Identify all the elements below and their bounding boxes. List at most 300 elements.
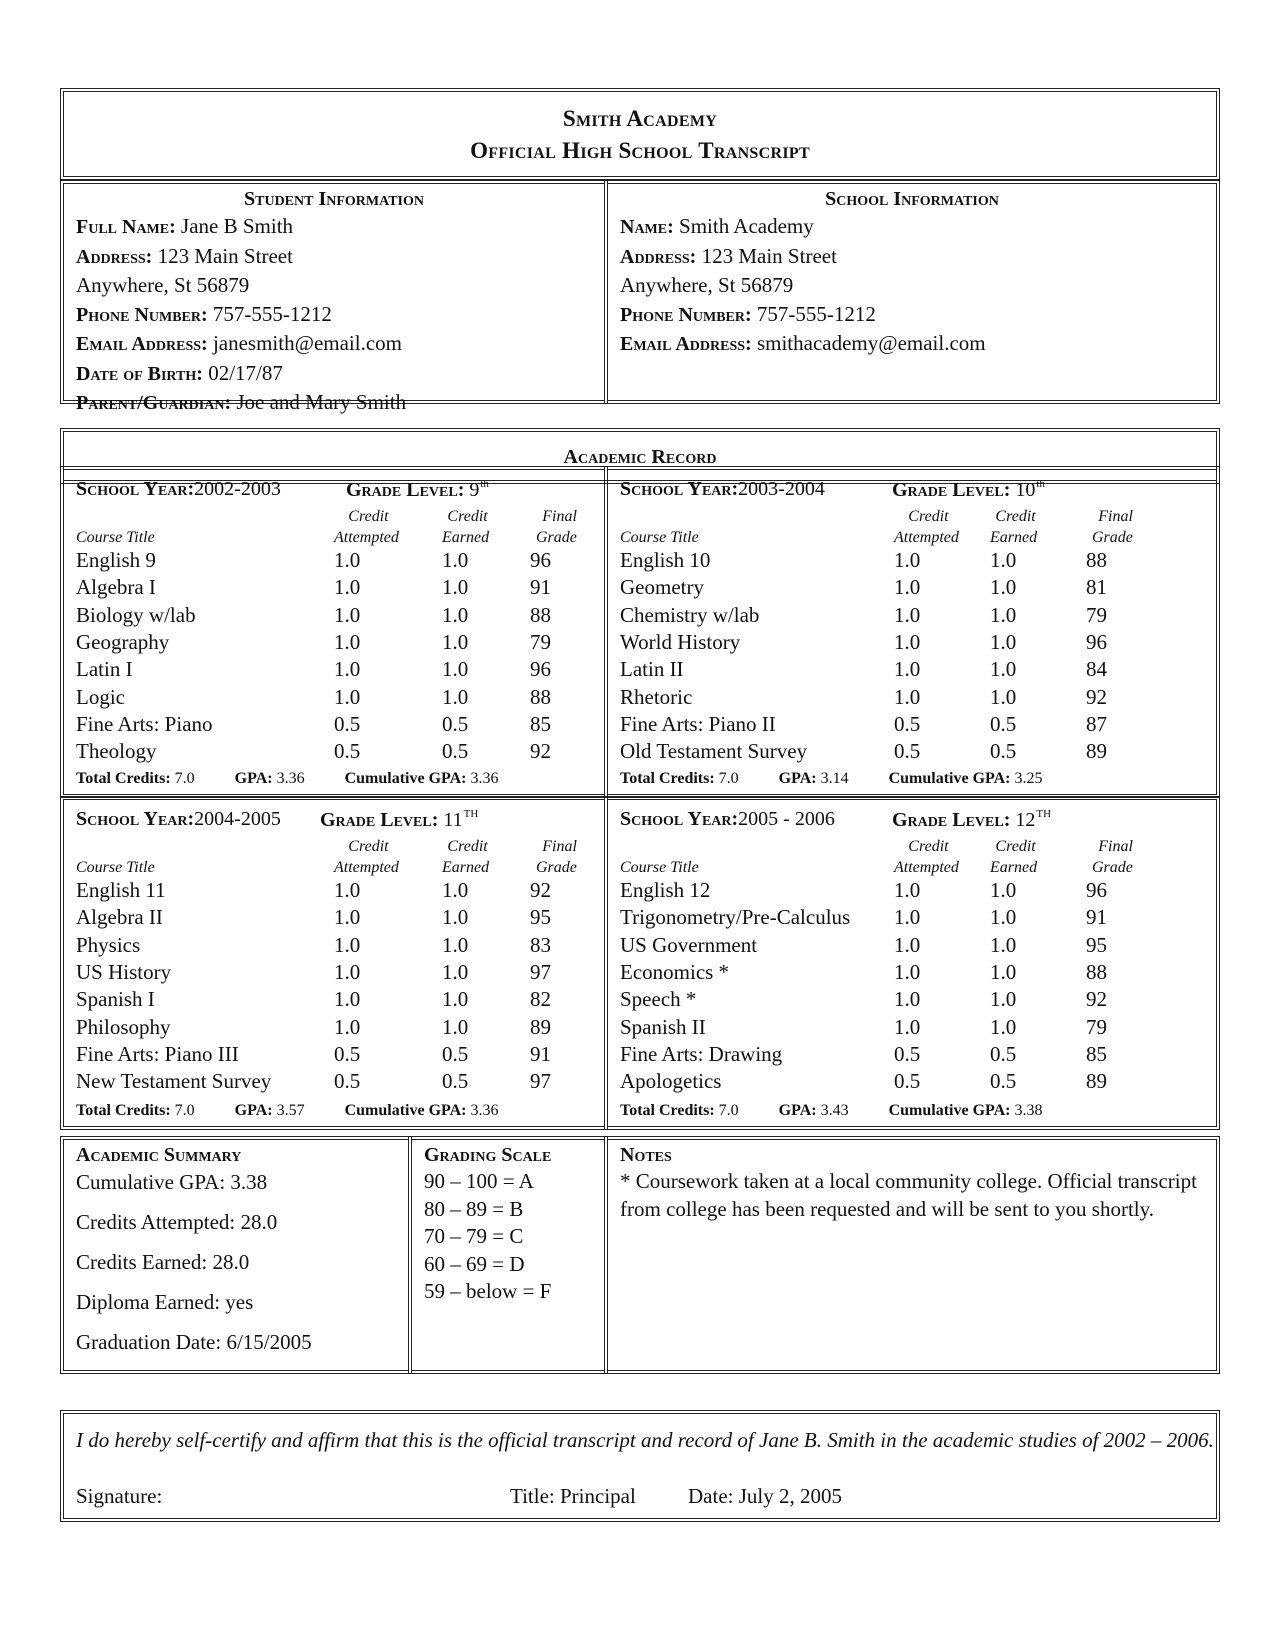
- final-grade: 95: [1086, 932, 1107, 957]
- credit-attempted: 1.0: [334, 1014, 361, 1039]
- grade-level-suffix: TH: [1036, 808, 1052, 820]
- document-title: Official High School Transcript: [470, 138, 810, 163]
- course-title: US History: [76, 959, 172, 984]
- student-field-1: [76, 242, 592, 272]
- final-grade: 91: [1086, 905, 1107, 930]
- student-field-0: [76, 212, 592, 242]
- credit-attempted-col-header: [894, 506, 959, 548]
- school-year-label: School Year:: [620, 808, 739, 830]
- student-field-label: Address:: [76, 245, 153, 268]
- signer-title: Title: Principal: [510, 1484, 636, 1508]
- final-grade: 81: [1086, 575, 1107, 600]
- final-grade-col-header-line2: Grade: [1092, 859, 1133, 876]
- final-grade-col-header-line2: Grade: [1092, 529, 1133, 546]
- gpa: [235, 1102, 305, 1119]
- summary-diploma-earned: Diploma Earned: yes: [76, 1290, 254, 1314]
- year-totals: [76, 1102, 499, 1120]
- final-grade: 97: [530, 959, 551, 984]
- year-header: [76, 478, 489, 501]
- credit-earned: 0.5: [990, 1041, 1017, 1066]
- credit-attempted: 1.0: [894, 657, 921, 682]
- transcript-title-box: [60, 88, 1220, 180]
- credit-earned: 1.0: [990, 932, 1017, 957]
- final-grade: 89: [530, 1014, 551, 1039]
- credit-earned: 1.0: [442, 575, 469, 600]
- total-credits-value: 7.0: [718, 1102, 739, 1119]
- credit-earned: 1.0: [442, 602, 469, 627]
- credit-attempted-col-header-line1: Credit: [348, 838, 389, 855]
- credit-earned: 1.0: [442, 657, 469, 682]
- final-grade: 92: [1086, 684, 1107, 709]
- credit-attempted-col-header: [334, 836, 399, 878]
- final-grade: 83: [530, 932, 551, 957]
- total-credits-label: Total Credits:: [76, 1102, 171, 1119]
- course-title-col-header: Course Title: [76, 529, 155, 546]
- cumulative-gpa-value: 3.25: [1014, 770, 1043, 787]
- year-header: [620, 478, 1045, 501]
- certification-statement: I do hereby self-certify and affirm that this is the official transcript and record of Jane B. Smith in the academic studies of 2002 – 2006.: [76, 1428, 1214, 1452]
- final-grade: 95: [530, 905, 551, 930]
- student-field-value: 123 Main Street: [152, 243, 293, 268]
- school-field-value: Anywhere, St 56879: [620, 273, 794, 297]
- credit-earned-col-header: [442, 836, 489, 878]
- school-field-3: [620, 300, 1204, 330]
- credit-attempted: 0.5: [334, 739, 361, 764]
- cumulative-gpa: [345, 770, 499, 787]
- final-grade: 96: [530, 548, 551, 572]
- course-title-col-header: Course Title: [620, 859, 699, 876]
- credit-attempted-col-header-line2: Attempted: [334, 859, 399, 876]
- total-credits-label: Total Credits:: [76, 770, 171, 787]
- grade-level: [892, 478, 1045, 502]
- grade-level: [892, 808, 1051, 832]
- student-information-box: [60, 180, 608, 414]
- school-field-label: Phone Number:: [620, 303, 752, 326]
- gpa-label: GPA:: [778, 1102, 817, 1119]
- credit-earned: 1.0: [990, 548, 1017, 572]
- credit-attempted: 1.0: [334, 657, 361, 682]
- credit-attempted: 1.0: [334, 602, 361, 627]
- student-field-value: 02/17/87: [202, 360, 283, 385]
- cumulative-gpa: [345, 1102, 499, 1119]
- student-field-value: 757-555-1212: [207, 301, 332, 326]
- final-grade-col-header-line2: Grade: [536, 529, 577, 546]
- credit-attempted: 1.0: [894, 1014, 921, 1039]
- cumulative-gpa-value: 3.36: [470, 1102, 499, 1119]
- grade-level: [346, 478, 489, 502]
- credit-earned-col-header: [990, 506, 1037, 548]
- credit-earned-col-header-line1: Credit: [447, 838, 488, 855]
- grade-level-number: 9: [469, 479, 480, 501]
- summary-credits-attempted: Credits Attempted: 28.0: [76, 1210, 278, 1234]
- school-field-label: Email Address:: [620, 333, 752, 355]
- total-credits-label: Total Credits:: [620, 770, 715, 787]
- gpa-value: 3.14: [820, 770, 849, 787]
- final-grade: 89: [1086, 1069, 1107, 1094]
- credit-earned: 0.5: [442, 1041, 469, 1066]
- credit-attempted-col-header-line2: Attempted: [334, 529, 399, 546]
- credit-attempted: 0.5: [334, 711, 361, 736]
- credit-attempted: 1.0: [334, 684, 361, 709]
- final-grade: 88: [1086, 959, 1107, 984]
- grade-level-number: 12: [1015, 809, 1036, 831]
- gpa-value: 3.43: [820, 1102, 849, 1119]
- course-title: Algebra I: [76, 575, 156, 600]
- course-title: Latin I: [76, 657, 133, 682]
- final-grade: 79: [1086, 602, 1107, 627]
- cumulative-gpa-label: Cumulative GPA:: [888, 770, 1011, 787]
- credit-attempted-col-header: [894, 836, 959, 878]
- credit-attempted: 0.5: [894, 1069, 921, 1094]
- credit-attempted-col-header-line2: Attempted: [894, 529, 959, 546]
- final-grade-col-header-line2: Grade: [536, 859, 577, 876]
- course-title: World History: [620, 629, 741, 654]
- course-title: Fine Arts: Piano: [76, 711, 213, 736]
- grade-level-label: Grade Level:: [892, 809, 1011, 831]
- gpa-label: GPA:: [778, 770, 817, 787]
- credit-earned: 0.5: [990, 711, 1017, 736]
- school-field-label: Address:: [620, 245, 697, 268]
- grade-level-label: Grade Level:: [892, 479, 1011, 501]
- grade-level-suffix: th: [480, 478, 489, 490]
- credit-earned: 1.0: [990, 959, 1017, 984]
- course-title: English 11: [76, 878, 166, 902]
- grade-level: [320, 808, 478, 832]
- cumulative-gpa-label: Cumulative GPA:: [888, 1102, 1011, 1119]
- student-field-6: [76, 388, 592, 418]
- total-credits-label: Total Credits:: [620, 1102, 715, 1119]
- final-grade-col-header-line1: Final: [1098, 838, 1133, 855]
- academic-summary-box: [60, 1136, 412, 1374]
- credit-attempted-col-header-line1: Credit: [348, 508, 389, 525]
- school-field-0: [620, 212, 1204, 242]
- credit-earned: 1.0: [442, 959, 469, 984]
- course-title: English 12: [620, 878, 711, 902]
- school-year-label: School Year:: [620, 478, 739, 500]
- year-header: [76, 808, 479, 831]
- certification-box: [60, 1410, 1220, 1522]
- credit-earned: 1.0: [990, 657, 1017, 682]
- final-grade: 96: [1086, 878, 1107, 902]
- student-field-2: [76, 271, 592, 300]
- credit-earned: 1.0: [442, 548, 469, 572]
- credit-attempted: 0.5: [894, 1041, 921, 1066]
- course-title: Fine Arts: Piano III: [76, 1041, 239, 1066]
- total-credits-value: 7.0: [174, 1102, 195, 1119]
- credit-earned: 1.0: [442, 905, 469, 930]
- cumulative-gpa: [889, 1102, 1043, 1119]
- course-title: Spanish I: [76, 987, 155, 1012]
- credit-attempted: 1.0: [894, 575, 921, 600]
- course-title-col-header: Course Title: [76, 859, 155, 876]
- credit-earned: 1.0: [442, 987, 469, 1012]
- notes-text: * Coursework taken at a local community college. Official transcript from college has been requested and will be sent to you shortly.: [620, 1169, 1197, 1221]
- credit-earned-col-header-line2: Earned: [442, 859, 490, 876]
- credit-earned: 1.0: [442, 629, 469, 654]
- final-grade-col-header-line1: Final: [542, 838, 577, 855]
- credit-attempted: 0.5: [894, 739, 921, 764]
- credit-earned: 1.0: [990, 575, 1017, 600]
- credit-earned: 1.0: [990, 987, 1017, 1012]
- credit-earned: 1.0: [990, 878, 1017, 902]
- credit-earned-col-header-line1: Credit: [995, 508, 1036, 525]
- credit-earned: 0.5: [990, 1069, 1017, 1094]
- school-year-value: 2003-2004: [738, 478, 825, 500]
- course-title: Chemistry w/lab: [620, 602, 760, 627]
- course-title: Economics *: [620, 959, 730, 984]
- course-title: Spanish II: [620, 1014, 706, 1039]
- credit-earned: 0.5: [442, 1069, 469, 1094]
- grade-level-label: Grade Level:: [320, 809, 439, 831]
- credit-earned: 0.5: [990, 739, 1017, 764]
- credit-attempted: 1.0: [334, 905, 361, 930]
- notes-header: Notes: [620, 1144, 672, 1166]
- credit-earned: 1.0: [990, 629, 1017, 654]
- summary-cumulative-gpa: Cumulative GPA: 3.38: [76, 1170, 268, 1194]
- year-totals: [620, 1102, 1043, 1120]
- year-block-2004-2005: [60, 796, 608, 1130]
- credit-attempted: 1.0: [894, 548, 921, 572]
- school-year-value: 2005 - 2006: [738, 808, 835, 830]
- course-title: Trigonometry/Pre-Calculus: [620, 905, 851, 930]
- final-grade-col-header: [530, 836, 577, 878]
- school-field-1: [620, 242, 1204, 272]
- course-title: US Government: [620, 932, 758, 957]
- school-year-value: 2004-2005: [194, 808, 281, 830]
- final-grade: 92: [530, 878, 551, 902]
- final-grade: 91: [530, 575, 551, 600]
- school-field-4: [620, 329, 1204, 359]
- student-field-4: [76, 329, 592, 359]
- final-grade: 88: [530, 684, 551, 709]
- signature-label: Signature:: [76, 1484, 163, 1508]
- final-grade: 97: [530, 1069, 551, 1094]
- final-grade: 96: [530, 657, 551, 682]
- course-title: Apologetics: [620, 1069, 722, 1094]
- course-title-col-header: Course Title: [620, 529, 699, 546]
- credit-attempted-col-header: [334, 506, 399, 548]
- final-grade-col-header: [530, 506, 577, 548]
- summary-graduation-date: Graduation Date: 6/15/2005: [76, 1330, 312, 1354]
- course-title: Geometry: [620, 575, 704, 600]
- student-field-value: Anywhere, St 56879: [76, 273, 250, 297]
- final-grade-col-header: [1086, 836, 1133, 878]
- gpa: [779, 1102, 849, 1119]
- grade-level-label: Grade Level:: [346, 479, 465, 501]
- student-field-label: Parent/Guardian:: [76, 392, 232, 414]
- credit-earned-col-header-line2: Earned: [990, 529, 1038, 546]
- final-grade: 96: [1086, 629, 1107, 654]
- credit-attempted-col-header-line2: Attempted: [894, 859, 959, 876]
- grading-scale-line: 80 – 89 = B: [424, 1196, 524, 1221]
- school-year-value: 2002-2003: [194, 478, 281, 500]
- course-title: English 10: [620, 548, 711, 572]
- grading-scale-line: 60 – 69 = D: [424, 1251, 525, 1276]
- final-grade: 88: [530, 602, 551, 627]
- credit-attempted: 1.0: [334, 878, 361, 902]
- credit-attempted: 1.0: [894, 684, 921, 709]
- year-block-2002-2003: [60, 466, 608, 798]
- student-field-3: [76, 300, 592, 330]
- course-title: Philosophy: [76, 1014, 171, 1039]
- year-totals: [620, 770, 1043, 788]
- gpa-label: GPA:: [234, 770, 273, 787]
- credit-earned: 1.0: [442, 684, 469, 709]
- grading-scale-line: 59 – below = F: [424, 1279, 552, 1303]
- credit-attempted: 1.0: [334, 548, 361, 572]
- grading-scale-line: 70 – 79 = C: [424, 1224, 524, 1248]
- course-title: Logic: [76, 684, 125, 709]
- course-title: Algebra II: [76, 905, 163, 930]
- course-title: Latin II: [620, 657, 684, 682]
- credit-earned-col-header-line1: Credit: [447, 508, 488, 525]
- cumulative-gpa-label: Cumulative GPA:: [344, 1102, 467, 1119]
- credit-attempted: 1.0: [334, 629, 361, 654]
- final-grade: 84: [1086, 657, 1107, 682]
- credit-attempted: 1.0: [894, 932, 921, 957]
- credit-earned: 1.0: [990, 905, 1017, 930]
- school-field-value: Smith Academy: [673, 214, 814, 238]
- school-title: Smith Academy: [562, 106, 718, 131]
- final-grade-col-header-line1: Final: [1098, 508, 1133, 525]
- final-grade: 91: [530, 1041, 551, 1066]
- student-field-label: Phone Number:: [76, 303, 208, 326]
- student-field-value: Jane B Smith: [175, 214, 294, 238]
- school-field-value: 757-555-1212: [751, 301, 876, 326]
- student-field-value: janesmith@email.com: [207, 331, 402, 355]
- gpa: [235, 770, 305, 787]
- year-totals: [76, 770, 499, 788]
- final-grade: 79: [1086, 1014, 1107, 1039]
- final-grade: 85: [530, 711, 551, 736]
- final-grade-col-header-line1: Final: [542, 508, 577, 525]
- course-title: Physics: [76, 932, 141, 957]
- student-field-label: Date of Birth:: [76, 362, 203, 385]
- academic-record-header: Academic Record: [563, 446, 717, 468]
- credit-earned-col-header: [990, 836, 1037, 878]
- credit-attempted: 1.0: [894, 602, 921, 627]
- credit-earned: 0.5: [442, 711, 469, 736]
- year-block-2003-2004: [604, 466, 1220, 798]
- credit-attempted: 1.0: [894, 878, 921, 902]
- academic-summary-header: Academic Summary: [76, 1144, 242, 1166]
- grading-scale-line: 90 – 100 = A: [424, 1169, 534, 1193]
- school-field-value: smithacademy@email.com: [751, 331, 986, 355]
- school-info-header: School Information: [825, 188, 999, 210]
- credit-earned: 0.5: [442, 739, 469, 764]
- credit-earned-col-header: [442, 506, 489, 548]
- credit-attempted: 1.0: [334, 932, 361, 957]
- credit-earned-col-header-line2: Earned: [442, 529, 490, 546]
- course-title: Theology: [76, 739, 157, 764]
- course-title: Fine Arts: Piano II: [620, 711, 776, 736]
- final-grade: 92: [530, 739, 551, 764]
- year-block-2005-2006: [604, 796, 1220, 1130]
- final-grade: 79: [530, 629, 551, 654]
- credit-attempted: 1.0: [334, 987, 361, 1012]
- final-grade: 92: [1086, 987, 1107, 1012]
- course-title: Old Testament Survey: [620, 739, 808, 764]
- credit-earned-col-header-line2: Earned: [990, 859, 1038, 876]
- gpa-value: 3.57: [276, 1102, 305, 1119]
- credit-attempted: 1.0: [894, 987, 921, 1012]
- final-grade: 88: [1086, 548, 1107, 572]
- school-information-box: [604, 180, 1220, 404]
- student-field-label: Full Name:: [76, 216, 176, 238]
- final-grade: 87: [1086, 711, 1107, 736]
- student-field-value: Joe and Mary Smith: [231, 390, 407, 414]
- credit-earned: 1.0: [990, 684, 1017, 709]
- credit-attempted: 0.5: [334, 1069, 361, 1094]
- course-title: Biology w/lab: [76, 602, 196, 627]
- student-field-label: Email Address:: [76, 333, 208, 355]
- student-field-5: [76, 359, 592, 389]
- credit-attempted: 0.5: [334, 1041, 361, 1066]
- final-grade: 82: [530, 987, 551, 1012]
- course-title: New Testament Survey: [76, 1069, 272, 1094]
- summary-credits-earned: Credits Earned: 28.0: [76, 1250, 250, 1274]
- credit-attempted: 0.5: [894, 711, 921, 736]
- course-title: Geography: [76, 629, 170, 654]
- notes-box: [604, 1136, 1220, 1374]
- school-field-2: [620, 271, 1204, 300]
- credit-earned: 1.0: [990, 602, 1017, 627]
- school-year-label: School Year:: [76, 478, 195, 500]
- final-grade: 89: [1086, 739, 1107, 764]
- total-credits-value: 7.0: [174, 770, 195, 787]
- credit-attempted: 1.0: [894, 905, 921, 930]
- cumulative-gpa-value: 3.38: [1014, 1102, 1043, 1119]
- grading-scale-header: Grading Scale: [424, 1144, 552, 1166]
- school-field-value: 123 Main Street: [696, 243, 837, 268]
- credit-earned: 1.0: [442, 1014, 469, 1039]
- certification-date: Date: July 2, 2005: [688, 1484, 842, 1508]
- gpa-value: 3.36: [276, 770, 305, 787]
- course-title: Speech *: [620, 987, 697, 1012]
- final-grade: 85: [1086, 1041, 1107, 1066]
- school-field-label: Name:: [620, 216, 674, 238]
- credit-earned: 1.0: [442, 878, 469, 902]
- gpa-label: GPA:: [234, 1102, 273, 1119]
- credit-attempted: 1.0: [894, 959, 921, 984]
- credit-earned: 1.0: [990, 1014, 1017, 1039]
- student-info-header: Student Information: [244, 188, 424, 210]
- credit-attempted: 1.0: [334, 575, 361, 600]
- credit-attempted-col-header-line1: Credit: [908, 508, 949, 525]
- grading-scale-box: [408, 1136, 608, 1374]
- cumulative-gpa-label: Cumulative GPA:: [344, 770, 467, 787]
- grade-level-number: 11: [443, 809, 463, 831]
- course-title: Rhetoric: [620, 684, 693, 709]
- cumulative-gpa-value: 3.36: [470, 770, 499, 787]
- credit-attempted: 1.0: [894, 629, 921, 654]
- grade-level-suffix: th: [1036, 478, 1045, 490]
- gpa: [779, 770, 849, 787]
- credit-earned: 1.0: [442, 932, 469, 957]
- course-title: English 9: [76, 548, 156, 572]
- grade-level-number: 10: [1015, 479, 1036, 501]
- year-header: [620, 808, 1052, 831]
- cumulative-gpa: [889, 770, 1043, 787]
- course-title: Fine Arts: Drawing: [620, 1041, 783, 1066]
- total-credits-value: 7.0: [718, 770, 739, 787]
- credit-earned-col-header-line1: Credit: [995, 838, 1036, 855]
- credit-attempted: 1.0: [334, 959, 361, 984]
- credit-attempted-col-header-line1: Credit: [908, 838, 949, 855]
- final-grade-col-header: [1086, 506, 1133, 548]
- school-year-label: School Year:: [76, 808, 195, 830]
- grade-level-suffix: TH: [463, 808, 479, 820]
